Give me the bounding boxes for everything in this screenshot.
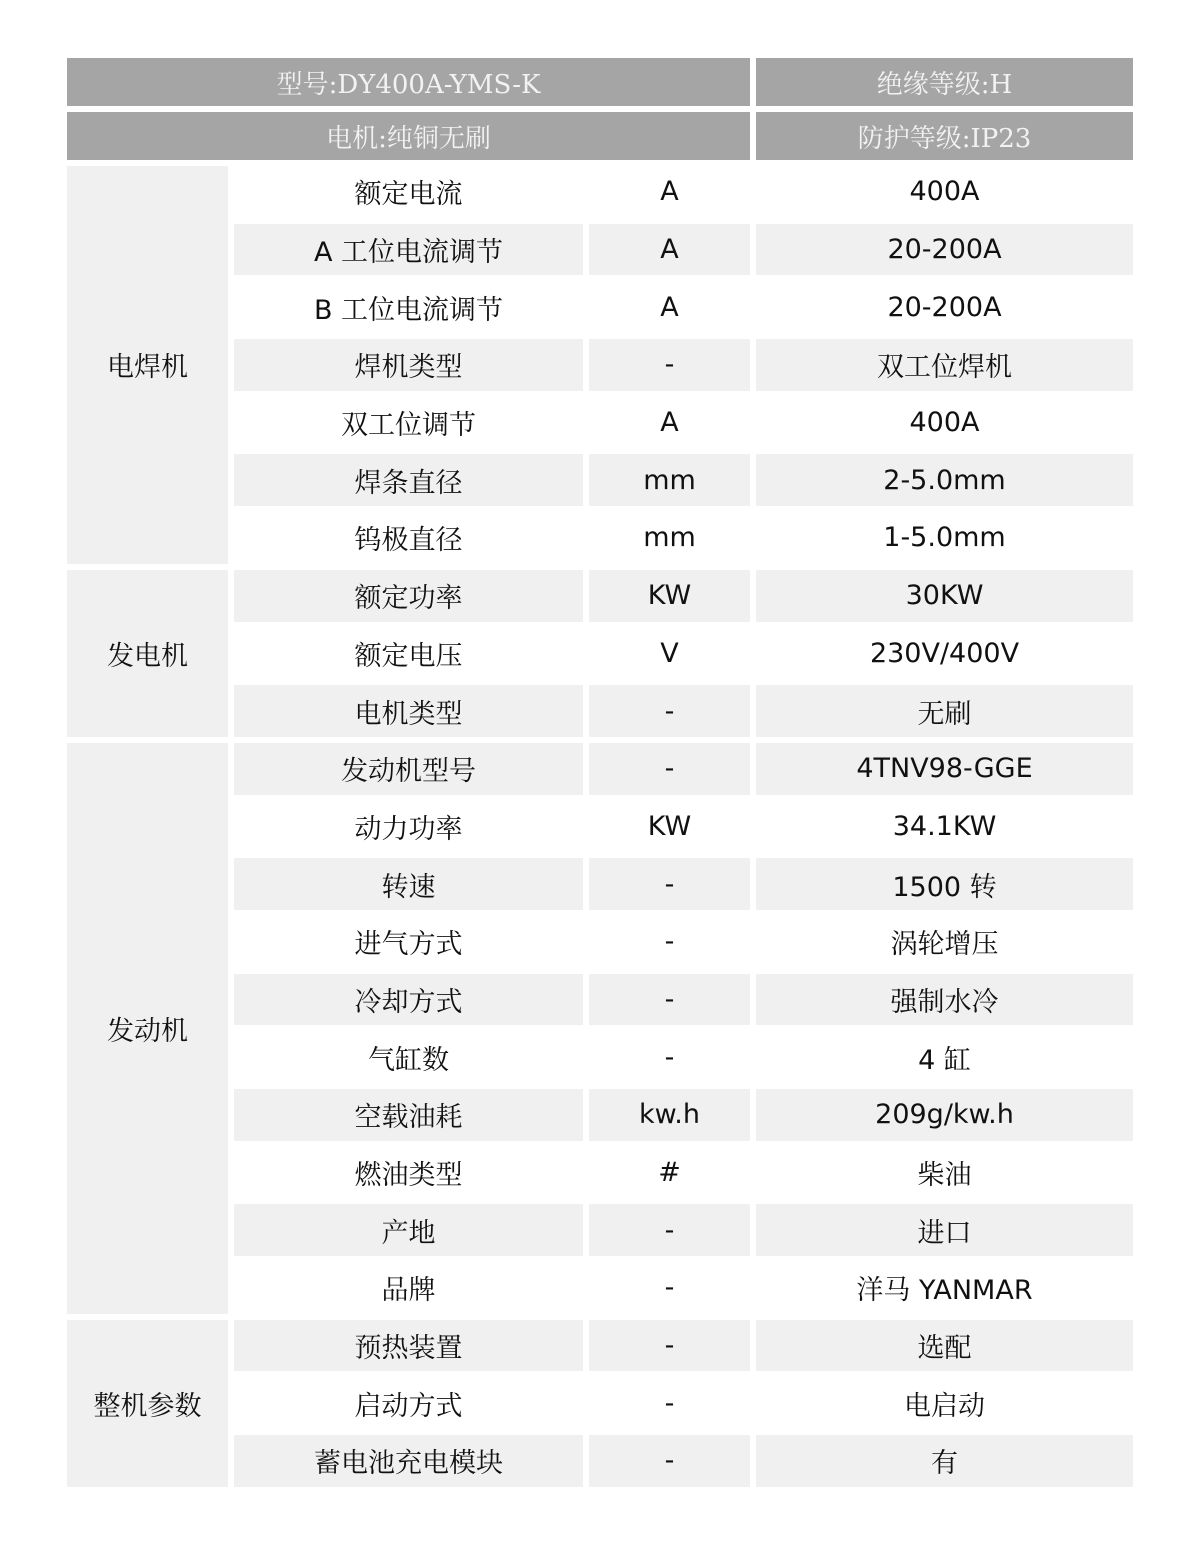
- table-row: [234, 1204, 1133, 1256]
- unit-cell: kw.h: [589, 1089, 750, 1141]
- value-cell: 1-5.0mm: [883, 522, 1006, 554]
- header-row-1: [67, 58, 1133, 106]
- spec-table: [67, 58, 1133, 1493]
- value-cell: 选配: [756, 1320, 1133, 1372]
- spec-group: [67, 166, 1133, 564]
- unit-cell: -: [589, 339, 750, 391]
- table-row: [234, 743, 1133, 795]
- value-cell: 230V/400V: [869, 637, 1020, 669]
- value-cell: 洋马 YANMAR: [856, 1275, 1033, 1307]
- param-name-cell: 钨极直径: [354, 525, 463, 557]
- unit-cell: -: [664, 1387, 675, 1419]
- table-row: [234, 1089, 1133, 1141]
- spec-group: [67, 1320, 1133, 1487]
- unit-cell: mm: [589, 454, 750, 506]
- table-row: [234, 974, 1133, 1026]
- table-row: [234, 570, 1133, 622]
- unit-cell: A: [660, 407, 679, 439]
- motor-header: 电机:纯铜无刷: [67, 112, 750, 160]
- param-name-cell: 进气方式: [354, 929, 463, 961]
- param-name-cell: 额定电流: [354, 179, 463, 211]
- value-cell: 4 缸: [918, 1044, 971, 1076]
- unit-cell: #: [658, 1157, 681, 1189]
- value-cell: 双工位焊机: [756, 339, 1133, 391]
- table-row: [234, 685, 1133, 737]
- unit-cell: KW: [589, 570, 750, 622]
- value-cell: 400A: [909, 176, 980, 208]
- value-cell: 209g/kw.h: [756, 1089, 1133, 1141]
- param-name-cell: 启动方式: [354, 1390, 463, 1422]
- param-name-cell: 电机类型: [234, 685, 583, 737]
- param-name-cell: 燃油类型: [354, 1160, 463, 1192]
- table-row: [234, 916, 1133, 968]
- category-cell: 整机参数: [67, 1320, 228, 1487]
- table-row: [234, 858, 1133, 910]
- value-cell: 进口: [756, 1204, 1133, 1256]
- model-header: 型号:DY400A-YMS-K: [67, 58, 750, 106]
- value-cell: 20-200A: [887, 291, 1002, 323]
- table-body: [67, 166, 1133, 1487]
- param-name-cell: 冷却方式: [234, 974, 583, 1026]
- unit-cell: -: [664, 1272, 675, 1304]
- unit-cell: V: [660, 637, 679, 669]
- table-row: [234, 512, 1133, 564]
- table-row: [234, 1435, 1133, 1487]
- param-name-cell: 双工位调节: [341, 410, 476, 442]
- unit-cell: -: [589, 685, 750, 737]
- category-cell: 发动机: [67, 743, 228, 1314]
- unit-cell: A: [660, 176, 679, 208]
- table-row: [234, 1320, 1133, 1372]
- spec-group: [67, 743, 1133, 1314]
- param-name-cell: 空载油耗: [234, 1089, 583, 1141]
- param-name-cell: 焊机类型: [234, 339, 583, 391]
- insulation-header: 绝缘等级:H: [756, 58, 1133, 106]
- unit-cell: -: [589, 974, 750, 1026]
- unit-cell: -: [589, 1204, 750, 1256]
- param-name-cell: B 工位电流调节: [313, 294, 504, 326]
- param-name-cell: 焊条直径: [234, 454, 583, 506]
- unit-cell: -: [589, 858, 750, 910]
- value-cell: 400A: [909, 407, 980, 439]
- value-cell: 有: [756, 1435, 1133, 1487]
- param-name-cell: 额定功率: [234, 570, 583, 622]
- table-row: [234, 454, 1133, 506]
- value-cell: 强制水冷: [756, 974, 1133, 1026]
- table-row: [234, 1147, 1133, 1199]
- header-row-2: [67, 112, 1133, 160]
- unit-cell: -: [664, 1041, 675, 1073]
- table-row: [234, 281, 1133, 333]
- param-name-cell: 发动机型号: [234, 743, 583, 795]
- param-name-cell: 预热装置: [234, 1320, 583, 1372]
- param-name-cell: 转速: [234, 858, 583, 910]
- param-name-cell: 气缸数: [368, 1044, 449, 1076]
- unit-cell: -: [664, 926, 675, 958]
- param-name-cell: 品牌: [381, 1275, 436, 1307]
- unit-cell: A: [660, 291, 679, 323]
- value-cell: 30KW: [756, 570, 1133, 622]
- category-cell: 电焊机: [67, 166, 228, 564]
- protection-header: 防护等级:IP23: [756, 112, 1133, 160]
- param-name-cell: 蓄电池充电模块: [234, 1435, 583, 1487]
- value-cell: 柴油: [917, 1160, 972, 1192]
- value-cell: 34.1KW: [892, 810, 997, 842]
- table-row: [234, 801, 1133, 853]
- unit-cell: mm: [643, 522, 696, 554]
- unit-cell: KW: [647, 810, 692, 842]
- value-cell: 20-200A: [756, 224, 1133, 276]
- table-row: [234, 166, 1133, 218]
- param-name-cell: 额定电压: [354, 640, 463, 672]
- param-name-cell: A 工位电流调节: [234, 224, 583, 276]
- table-row: [234, 224, 1133, 276]
- table-row: [234, 1377, 1133, 1429]
- table-row: [234, 1262, 1133, 1314]
- value-cell: 涡轮增压: [890, 929, 999, 961]
- unit-cell: -: [589, 1320, 750, 1372]
- unit-cell: -: [589, 1435, 750, 1487]
- param-name-cell: 产地: [234, 1204, 583, 1256]
- value-cell: 4TNV98-GGE: [756, 743, 1133, 795]
- table-row: [234, 1031, 1133, 1083]
- param-name-cell: 动力功率: [354, 813, 463, 845]
- unit-cell: -: [589, 743, 750, 795]
- value-cell: 2-5.0mm: [756, 454, 1133, 506]
- value-cell: 无刷: [756, 685, 1133, 737]
- value-cell: 1500 转: [756, 858, 1133, 910]
- table-row: [234, 628, 1133, 680]
- spec-group: [67, 570, 1133, 737]
- table-row: [234, 397, 1133, 449]
- category-cell: 发电机: [67, 570, 228, 737]
- table-row: [234, 339, 1133, 391]
- value-cell: 电启动: [904, 1390, 985, 1422]
- unit-cell: A: [589, 224, 750, 276]
